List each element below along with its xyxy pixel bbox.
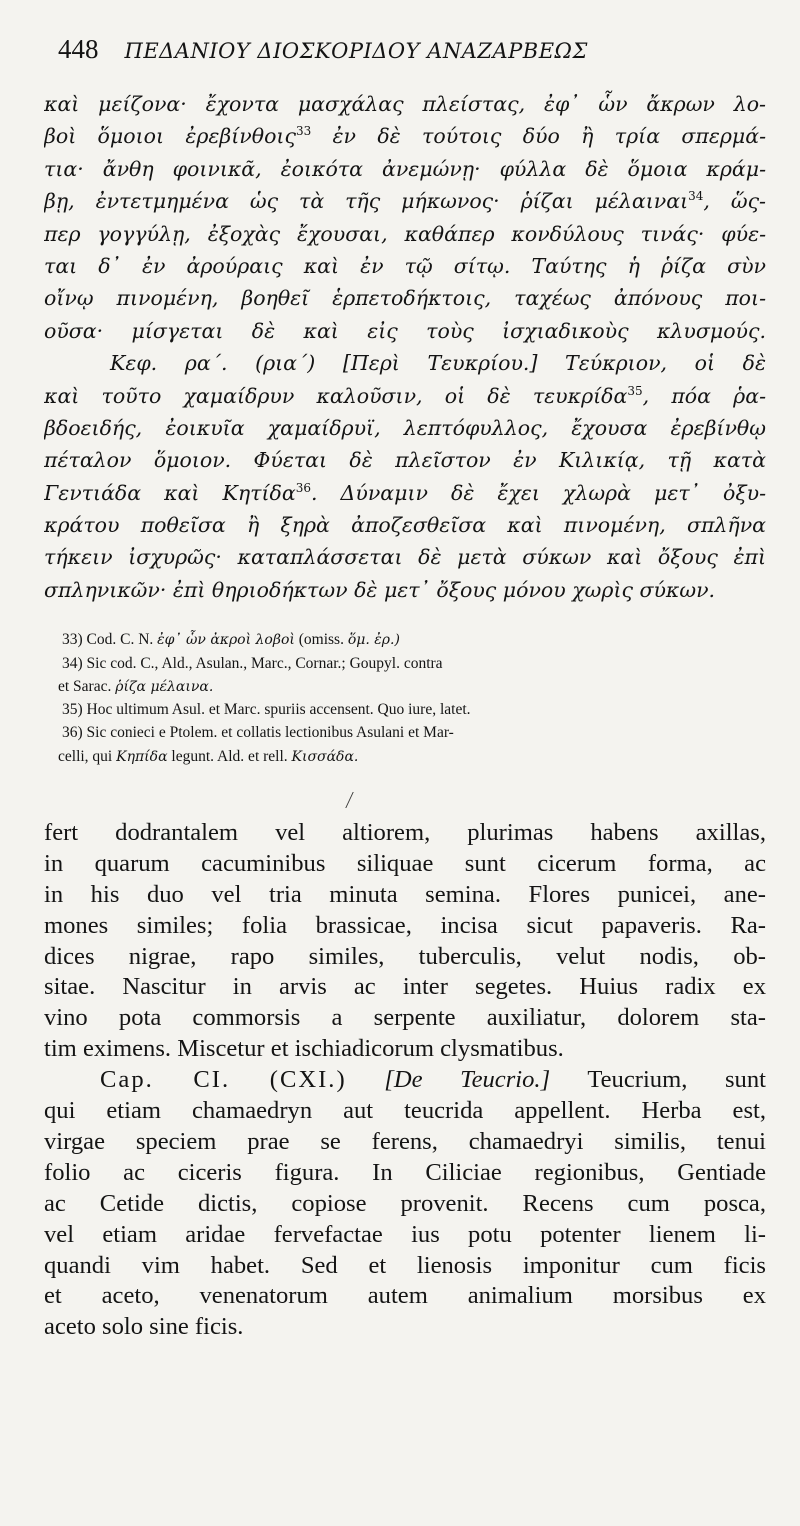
greek-line: καὶ μείζονα· ἔχοντα μασχάλας πλείστας, ἐφ᾽ ὧν ἄκρων λο- (44, 92, 766, 116)
footnote-ref-34[interactable]: 34 (688, 189, 704, 204)
latin-line: in his duo vel tria minuta semina. Flores punicei, ane- (44, 880, 766, 908)
latin-line: mones similes; folia brassicae, incisa sicut papaveris. Ra- (44, 911, 766, 939)
latin-chapter-heading: Cap. CI. (CXI.) [De Teucrio.] Teucrium, sunt (100, 1066, 766, 1094)
running-title: ΠΕΔΑΝΙΟΥ ΔΙΟΣΚΟΡΙΔΟΥ ΑΝΑΖΑΡΒΕΩΣ (124, 39, 588, 63)
footnote-36: 36) Sic conieci e Ptolem. et collatis lectionibus Asulani et Mar- (62, 724, 454, 742)
greek-line: βῃ, ἐντετμημένα ὡς τὰ τῆς μήκωνος· ῥίζαι μέλαιναι$^{34}$, ὥς- (44, 189, 766, 214)
footnote-ref-33[interactable]: 33 (295, 124, 312, 139)
page-number: 448 (58, 34, 99, 64)
footnote-33: 33) Cod. C. N. ἐφ᾽ ὧν ἀκροὶ λοβοὶ (omiss. ὅμ. ἐρ.) (62, 631, 400, 649)
greek-line: περ γογγύλῃ, ἐξοχὰς ἔχουσαι, καθάπερ κονδύλους τινάς· φύε- (44, 221, 766, 246)
greek-line: Γεντιάδα καὶ Κητίδα$^{36}$. Δύναμιν δὲ ἔχει χλωρὰ μετ᾽ ὀξυ- (44, 480, 766, 505)
latin-line: vino pota commorsis a serpente auxiliatur, dolorem sta- (44, 1004, 766, 1032)
latin-line: vel etiam aridae fervefactae ius potu potenter lienem li- (44, 1220, 766, 1248)
section-divider-mark (345, 792, 359, 808)
greek-line: οἴνῳ πινομένη, βοηθεῖ ἑρπετοδήκτοις, ταχέως ἀπόνους ποι- (44, 286, 766, 311)
greek-line: τια· ἄνθη φοινικᾶ, ἐοικότα ἀνεμώνῃ· φύλλα δὲ ὅμοια κράμ- (44, 156, 766, 181)
footnote-ref-36[interactable]: 36 (295, 480, 311, 495)
footnote-34: 34) Sic cod. C., Ald., Asulan., Marc., Cornar.; Goupyl. contra (62, 654, 443, 672)
greek-text (44, 88, 772, 606)
greek-line: βδοειδής, ἐοικυῖα χαμαίδρυϊ, λεπτόφυλλος, ἔχουσα ἐρεβίνθῳ (44, 415, 766, 440)
footnote-34-continued: et Sarac. ῥίζα μέλαινα. (58, 677, 214, 695)
latin-line: fert dodrantalem vel altiorem, plurimas habens axillas, (44, 819, 766, 847)
latin-line: qui etiam chamaedryn aut teucrida appellent. Herba est, (44, 1097, 766, 1125)
latin-line: dices nigrae, rapo similes, tuberculis, velut nodis, ob- (44, 942, 766, 970)
latin-text (44, 818, 772, 1343)
footnote-ref-35[interactable]: 35 (627, 383, 643, 398)
greek-line: τήκειν ἰσχυρῶς· καταπλάσσεται δὲ μετὰ σύκων καὶ ὄξους ἐπὶ (44, 545, 766, 570)
greek-line: κράτου ποθεῖσα ἢ ξηρὰ ἀποζεσθεῖσα καὶ πινομένη, σπλῆνα (44, 513, 766, 538)
greek-line: οῦσα· μίσγεται δὲ καὶ εἰς τοὺς ἰσχιαδικοὺς κλυσμούς. (44, 318, 766, 343)
latin-line: folio ac ciceris figura. In Ciliciae regionibus, Gentiade (44, 1158, 766, 1186)
greek-line: ται δ᾽ ἐν ἀρούραις καὶ ἐν τῷ σίτῳ. Ταύτης ἡ ῥίζα σὺν (44, 253, 766, 278)
latin-line: quandi vim habet. Sed et lienosis imponitur cum ficis (44, 1251, 766, 1279)
latin-line: tim eximens. Miscetur et ischiadicorum clysmatibus. (44, 1035, 564, 1063)
greek-line: πέταλον ὅμοιον. Φύεται δὲ πλεῖστον ἐν Κιλικίᾳ, τῇ κατὰ (44, 448, 766, 473)
footnote-35: 35) Hoc ultimum Asul. et Marc. spuriis accensent. Quo iure, latet. (62, 701, 471, 719)
greek-chapter-heading: Κεφ. ρα΄. (ρια΄) [Περὶ Τευκρίου.] Τεύκριον, οἱ δὲ (110, 351, 766, 376)
greek-line: καὶ τοῦτο χαμαίδρυν καλοῦσιν, οἱ δὲ τευκρίδα$^{35}$, πόα ῥα- (44, 383, 766, 408)
running-head (58, 34, 772, 82)
greek-line: βοὶ ὅμοιοι ἐρεβίνθοις$^{33}$ ἐν δὲ τούτοις δύο ἢ τρία σπερμά- (44, 124, 766, 149)
latin-line: sitae. Nascitur in arvis ac inter segetes. Huius radix ex (44, 973, 766, 1001)
greek-line: σπληνικῶν· ἐπὶ θηριοδήκτων δὲ μετ᾽ ὄξους μόνου χωρὶς σύκων. (44, 577, 716, 602)
latin-line: in quarum cacuminibus siliquae sunt cicerum forma, ac (44, 849, 766, 877)
footnote-36-continued: celli, qui Κηπίδα legunt. Ald. et rell. Κισσάδα. (58, 747, 359, 765)
latin-line: virgae speciem prae se ferens, chamaedryi similis, tenui (44, 1127, 766, 1155)
latin-line: et aceto, venenatorum autem animalium morsibus ex (44, 1282, 766, 1310)
latin-line: aceto solo sine ficis. (44, 1313, 244, 1341)
latin-line: ac Cetide dictis, copiose provenit. Recens cum posca, (44, 1189, 766, 1217)
footnotes (58, 628, 772, 768)
